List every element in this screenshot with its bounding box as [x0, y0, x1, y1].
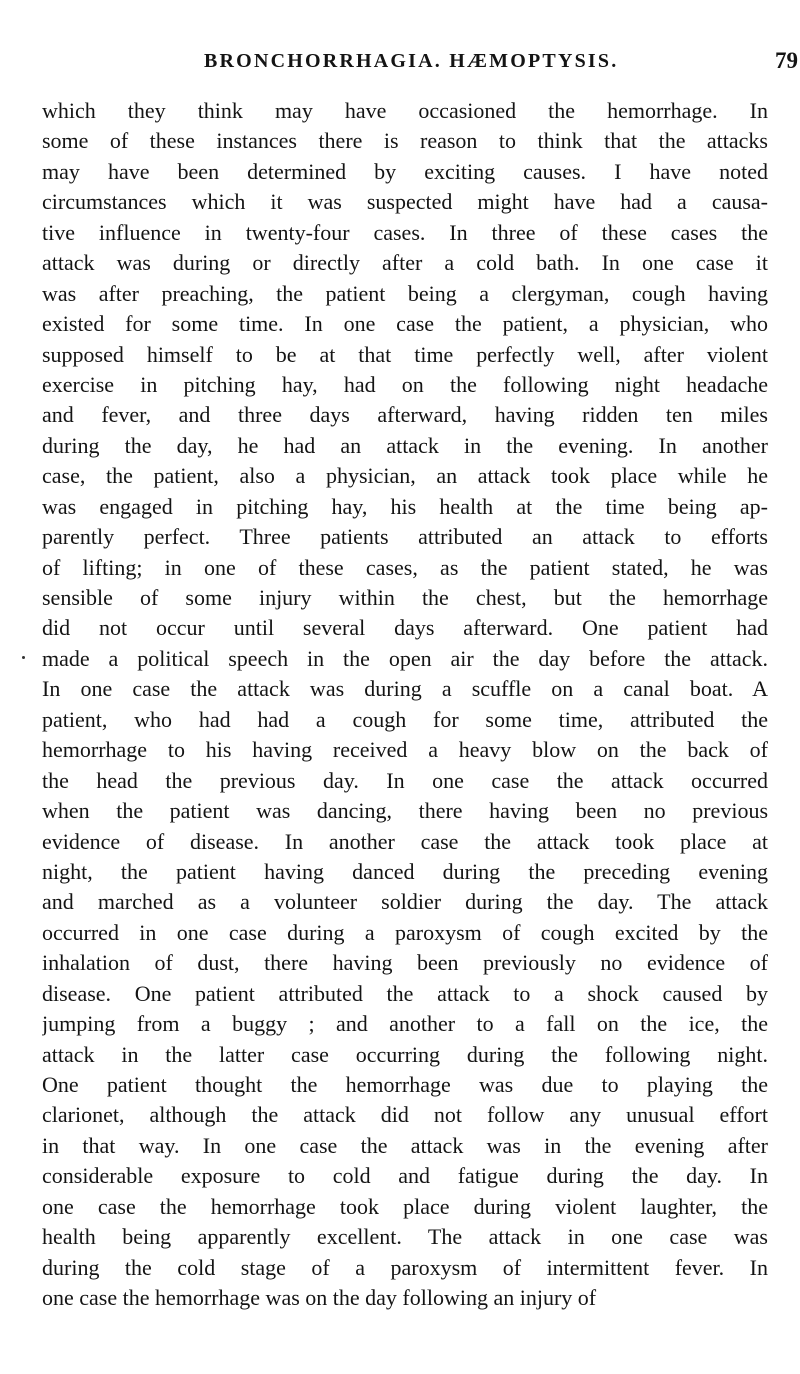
text-line: may have been determined by exciting causes. I have noted [42, 158, 768, 184]
text-line: tive influence in twenty-four cases. In three of these cases the [42, 219, 768, 245]
text-line: during the day, he had an attack in the evening. In another [42, 432, 768, 458]
text-line: exercise in pitching hay, had on the following night headache [42, 371, 768, 397]
text-line: and marched as a volunteer soldier during the day. The attack [42, 889, 768, 915]
text-line: considerable exposure to cold and fatigue during the day. In [42, 1163, 768, 1189]
text-line: of lifting; in one of these cases, as the patient stated, he was [42, 554, 768, 580]
text-line: one case the hemorrhage was on the day following an injury of [42, 1285, 597, 1311]
running-header-title: BRONCHORRHAGIA. HÆMOPTYSIS. [204, 50, 619, 72]
text-line: was engaged in pitching hay, his health at the time being ap- [42, 493, 768, 519]
text-line: circumstances which it was suspected might have had a causa- [42, 189, 768, 215]
text-line: occurred in one case during a paroxysm of cough excited by the [42, 919, 768, 945]
text-line: parently perfect. Three patients attributed an attack to efforts [42, 524, 768, 550]
text-line: attack in the latter case occurring during the following night. [42, 1041, 768, 1067]
text-line: In one case the attack was during a scuffle on a canal boat. A [42, 676, 768, 702]
page-number: 79 [775, 48, 798, 73]
text-line: night, the patient having danced during the preceding evening [42, 858, 768, 884]
text-line: One patient thought the hemorrhage was due to playing the [42, 1072, 768, 1097]
text-line: was after preaching, the patient being a clergyman, cough having [42, 280, 768, 306]
text-line: hemorrhage to his having received a heavy blow on the back of [42, 737, 768, 763]
text-line: disease. One patient attributed the attack to a shock caused by [42, 980, 768, 1006]
text-line: some of these instances there is reason to think that the attacks [42, 128, 768, 154]
text-line: sensible of some injury within the chest, but the hemorrhage [42, 585, 768, 610]
text-line: made a political speech in the open air the day before the attack. [42, 645, 768, 671]
text-line: did not occur until several days afterward. One patient had [42, 615, 768, 641]
text-line: which they think may have occasioned the hemorrhage. In [42, 98, 768, 123]
text-line: when the patient was dancing, there having been no previous [42, 798, 768, 824]
text-line: case, the patient, also a physician, an attack took place while he [42, 463, 768, 489]
text-line: and fever, and three days afterward, having ridden ten miles [42, 402, 768, 428]
text-line: evidence of disease. In another case the attack took place at [42, 828, 768, 854]
text-line: the head the previous day. In one case the attack occurred [42, 767, 768, 793]
text-line: supposed himself to be at that time perfectly well, after violent [42, 341, 768, 367]
body-paragraph [42, 96, 768, 1314]
text-line: health being apparently excellent. The attack in one case was [42, 1224, 768, 1250]
text-line: in that way. In one case the attack was in the evening after [42, 1132, 768, 1158]
text-line: during the cold stage of a paroxysm of intermittent fever. In [42, 1254, 768, 1280]
text-line: inhalation of dust, there having been previously no evidence of [42, 950, 768, 976]
text-line: jumping from a buggy ; and another to a fall on the ice, the [42, 1011, 768, 1037]
text-line: clarionet, although the attack did not follow any unusual effort [42, 1102, 768, 1128]
text-line: existed for some time. In one case the patient, a physician, who [42, 311, 768, 337]
running-header [204, 50, 800, 80]
text-line: patient, who had had a cough for some time, attributed the [42, 706, 768, 732]
margin-speck [22, 656, 25, 659]
text-line: one case the hemorrhage took place during violent laughter, the [42, 1193, 768, 1219]
text-line: attack was during or directly after a cold bath. In one case it [42, 250, 768, 276]
